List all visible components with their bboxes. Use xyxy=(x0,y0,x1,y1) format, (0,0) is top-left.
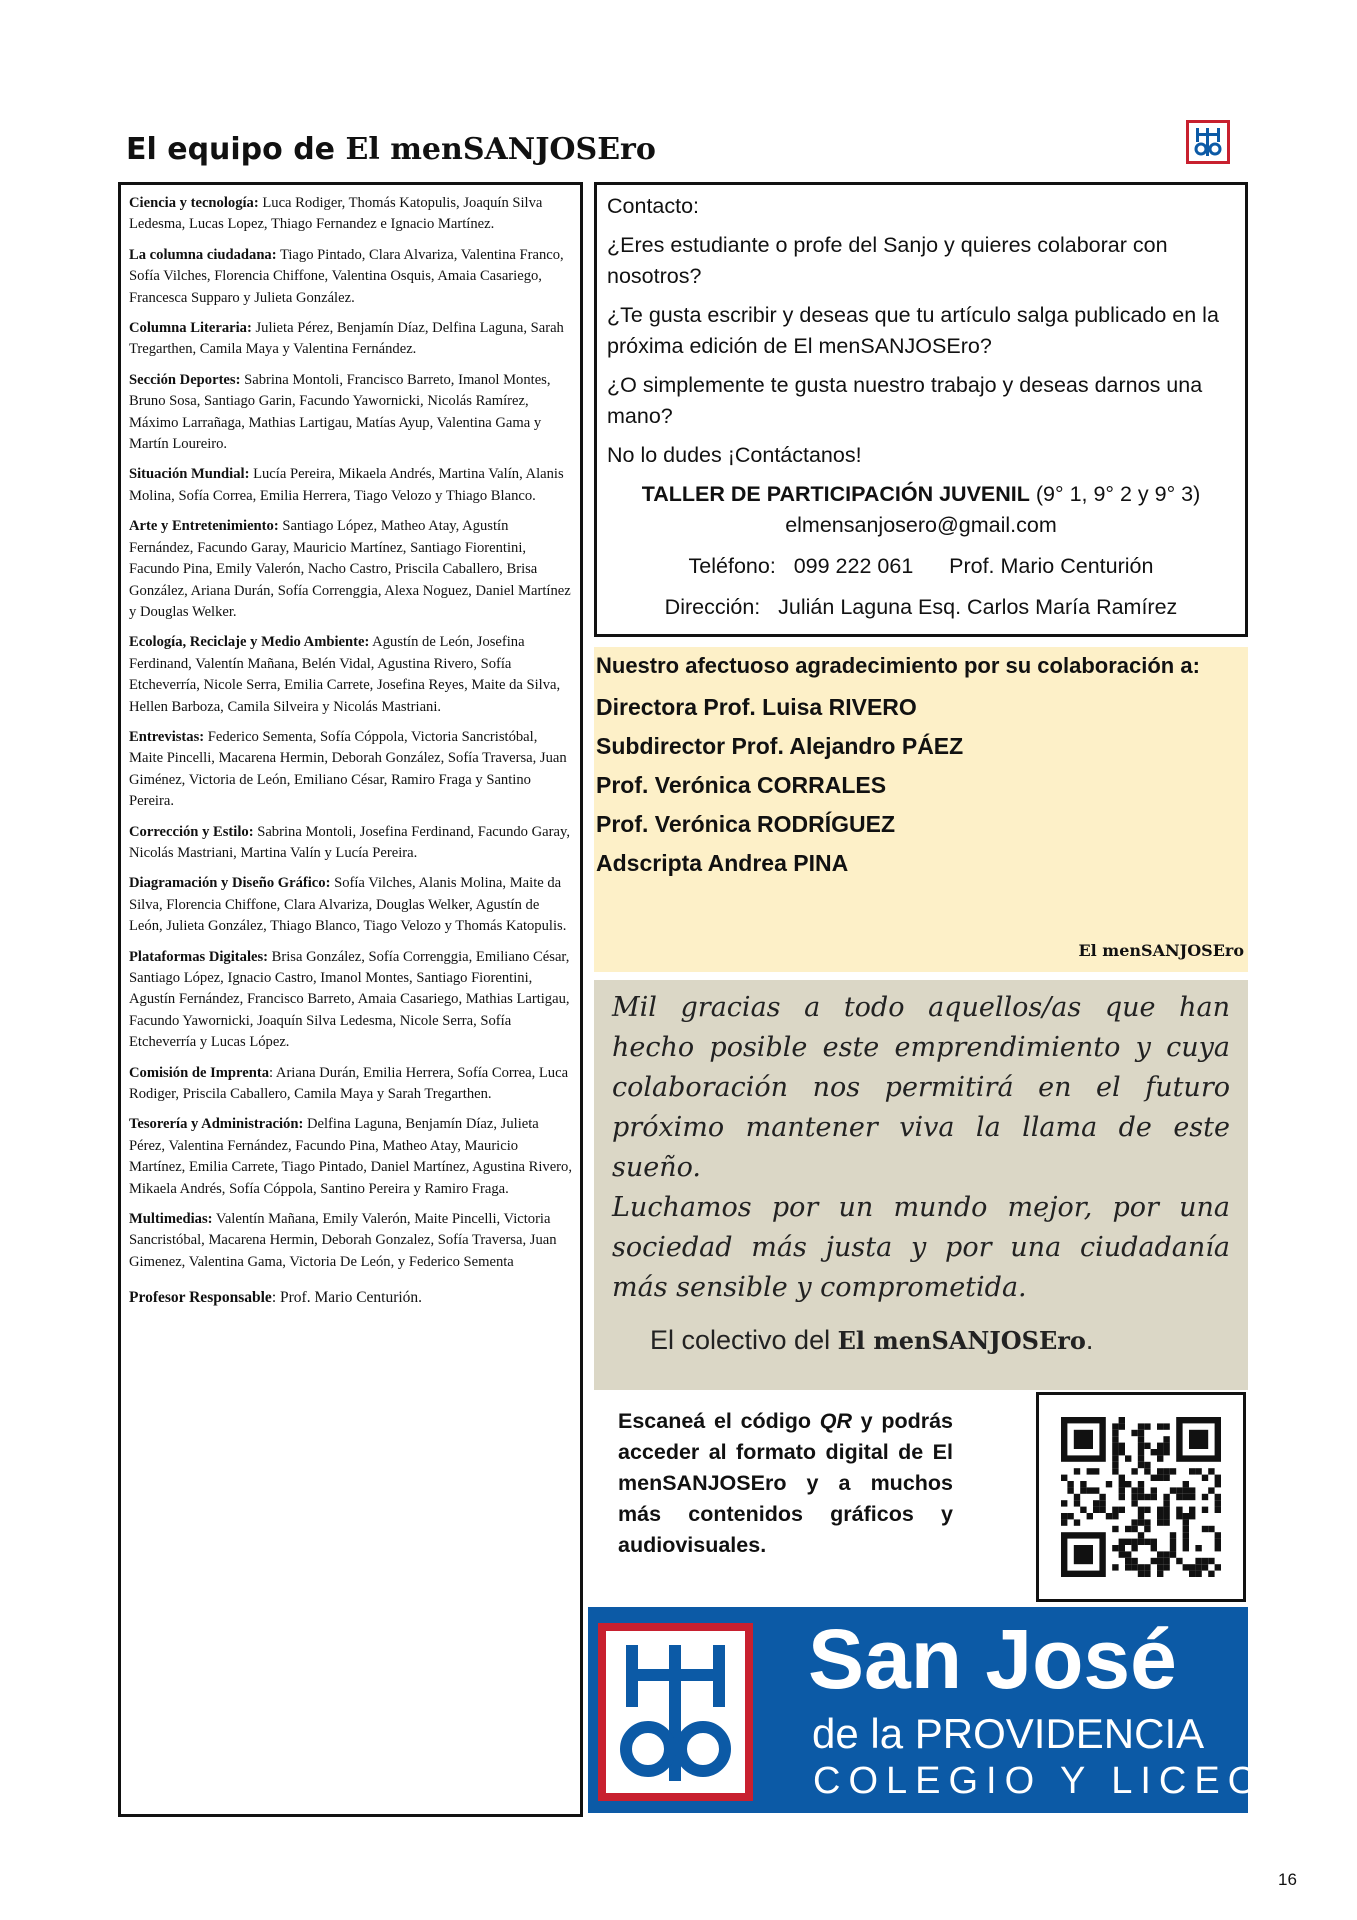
thanks-name: Prof. Verónica RODRÍGUEZ xyxy=(596,811,896,837)
page-title xyxy=(126,132,656,167)
qr-code-icon[interactable] xyxy=(1036,1392,1246,1602)
team-section: Sección Deportes: Sabrina Montoli, Francisco Barreto, Imanol Montes, Bruno Sosa, Santiago Garin, Facundo Yawornicki, Nicolás Ramírez, Máximo Larrañaga, Mathias Lartigau, Matías Ayup, Valentina Gama y Martín Loureiro. xyxy=(129,371,551,453)
school-crest-icon xyxy=(1186,120,1230,164)
team-section: La columna ciudadana: Tiago Pintado, Clara Alvariza, Valentina Franco, Sofía Vilches, Florencia Chiffone, Valentina Osquis, Amaia Casariego, Francesca Supparo y Julieta González. xyxy=(129,246,564,306)
gratitude-paragraph: Luchamos por un mundo mejor, por una sociedad más justa y por una ciudadanía más sensible y comprometida. xyxy=(612,1192,1230,1303)
team-section: Corrección y Estilo: Sabrina Montoli, Josefina Ferdinand, Facundo Garay, Nicolás Mastriani, Martina Valín y Lucía Pereira. xyxy=(129,823,570,861)
school-crest-icon xyxy=(598,1623,753,1801)
team-section: Situación Mundial: Lucía Pereira, Mikaela Andrés, Martina Valín, Alanis Molina, Sofía Correa, Emilia Herrera, Tiago Velozo y Thiago Blanco. xyxy=(129,466,564,504)
qr-instructions: Escaneá el código QR y podrás acceder al formato digital de El menSANJOSEro y a muchos más contenidos gráficos y audiovisuales. xyxy=(618,1409,954,1557)
contact-box xyxy=(594,182,1248,637)
professor-responsible: Profesor Responsable: Prof. Mario Centurión. xyxy=(129,1289,423,1307)
contact-question: ¿O simplemente te gusta nuestro trabajo y deseas darnos una mano? xyxy=(607,373,1203,428)
team-section: Ecología, Reciclaje y Medio Ambiente: Agustín de León, Josefina Ferdinand, Valentín Mañana, Belén Vidal, Agustina Rivero, Sofía Etcheverría, Nicole Serra, Emilia Carrete, Josefina Reyes, Maite da Silva, Hellen Barboza, Camila Silveira y Nicolás Mastriani. xyxy=(129,634,561,715)
contact-question: ¿Eres estudiante o profe del Sanjo y quieres colaborar con nosotros? xyxy=(607,233,1168,288)
gratitude-box xyxy=(594,980,1248,1390)
page-title-brand: El menSANJOSEro xyxy=(345,132,656,167)
school-subtitle: de la PROVIDENCIA xyxy=(812,1710,1205,1757)
contact-email: elmensanjosero@gmail.com xyxy=(785,513,1057,537)
thanks-name: Directora Prof. Luisa RIVERO xyxy=(596,694,917,720)
contact-phone: Teléfono: 099 222 061 Prof. Mario Centurión xyxy=(688,554,1154,578)
contact-address: Dirección: Julián Laguna Esq. Carlos María Ramírez xyxy=(664,595,1178,619)
taller-line: TALLER DE PARTICIPACIÓN JUVENIL (9° 1, 9° 2 y 9° 3) xyxy=(641,482,1201,506)
team-section: Plataformas Digitales: Brisa González, Sofía Correnggia, Emiliano César, Santiago López, Ignacio Castro, Imanol Montes, Santiago Fiorentini, Agustín Fernández, Francisco Barreto, Amaia Casariego, Mathias Lartigau, Facundo Yawornicki, Joaquín Silva Ledesma, Nicole Serra, Sofía Etcheverría y Lucas López. xyxy=(129,948,570,1051)
team-section: Entrevistas: Federico Sementa, Sofía Cóppola, Victoria Sancristóbal, Maite Pincelli, Macarena Hermin, Deborah González, Sofía Traversa, Juan Giménez, Victoria de León, Emiliano César, Ramiro Fraga y Santino Pereira. xyxy=(129,728,567,810)
thanks-heading: Nuestro afectuoso agradecimiento por su colaboración a: xyxy=(596,653,1200,678)
team-list xyxy=(118,182,583,1817)
team-section: Columna Literaria: Julieta Pérez, Benjamín Díaz, Delfina Laguna, Sarah Tregarthen, Camila Maya y Valentina Fernández. xyxy=(129,320,564,358)
page-title-prefix: El equipo de xyxy=(126,132,346,167)
colectivo-signature: El colectivo del El menSANJOSEro. xyxy=(650,1325,1094,1355)
school-name: San José xyxy=(808,1612,1177,1706)
contact-cta: No lo dudes ¡Contáctanos! xyxy=(607,443,862,467)
team-section: Diagramación y Diseño Gráfico: Sofía Vilches, Alanis Molina, Maite da Silva, Florencia Chiffone, Clara Alvariza, Douglas Welker, Agustín de León, Julieta González, Thiago Blanco, Tiago Velozo y Thomás Katopulis. xyxy=(129,875,567,935)
team-section: Tesorería y Administración: Delfina Laguna, Benjamín Díaz, Julieta Pérez, Valentina Fernández, Facundo Pina, Matheo Atay, Mauricio Martínez, Emilia Carrete, Tiago Pintado, Daniel Martínez, Agustina Rivero, Mikaela Andrés, Sofía Cóppola, Santino Pereira y Ramiro Fraga. xyxy=(129,1116,572,1197)
contact-question: ¿Te gusta escribir y deseas que tu artículo salga publicado en la próxima edición de El menSANJOSEro? xyxy=(607,303,1219,358)
thanks-signature: El menSANJOSEro xyxy=(1078,941,1244,960)
team-section: Arte y Entretenimiento: Santiago López, Matheo Atay, Agustín Fernández, Facundo Garay, Mauricio Martínez, Santiago Fiorentini, Facundo Pina, Emily Valerón, Nacho Castro, Priscila Caballero, Brisa González, Ariana Durán, Sofía Correnggia, Alexa Noguez, Daniel Martínez y Douglas Welker. xyxy=(129,518,571,620)
school-banner xyxy=(588,1607,1266,1813)
thanks-box xyxy=(594,647,1248,972)
team-section: Ciencia y tecnología: Luca Rodiger, Thomás Katopulis, Joaquín Silva Ledesma, Lucas Lopez, Thiago Fernandez e Ignacio Martínez. xyxy=(129,195,543,233)
team-section: Comisión de Imprenta: Ariana Durán, Emilia Herrera, Sofía Correa, Luca Rodiger, Priscila Caballero, Camila Maya y Sarah Tregarthen. xyxy=(129,1064,569,1103)
gratitude-paragraph: Mil gracias a todo aquellos/as que han hecho posible este emprendimiento y cuya colaboración nos permitirá en el futuro próximo mantener viva la llama de este sueño. xyxy=(612,992,1230,1183)
school-level: COLEGIO Y LICEO xyxy=(813,1760,1266,1802)
thanks-name: Prof. Verónica CORRALES xyxy=(596,772,887,798)
thanks-name: Subdirector Prof. Alejandro PÁEZ xyxy=(596,733,964,759)
contact-heading: Contacto: xyxy=(607,194,700,218)
team-section: Multimedias: Valentín Mañana, Emily Valerón, Maite Pincelli, Victoria Sancristóbal, Macarena Hermin, Deborah Gonzalez, Sofía Traversa, Juan Gimenez, Valentina Gama, Victoria De León, y Federico Sementa xyxy=(129,1211,557,1270)
page-number: 16 xyxy=(1278,1870,1297,1889)
thanks-name: Adscripta Andrea PINA xyxy=(596,850,849,876)
